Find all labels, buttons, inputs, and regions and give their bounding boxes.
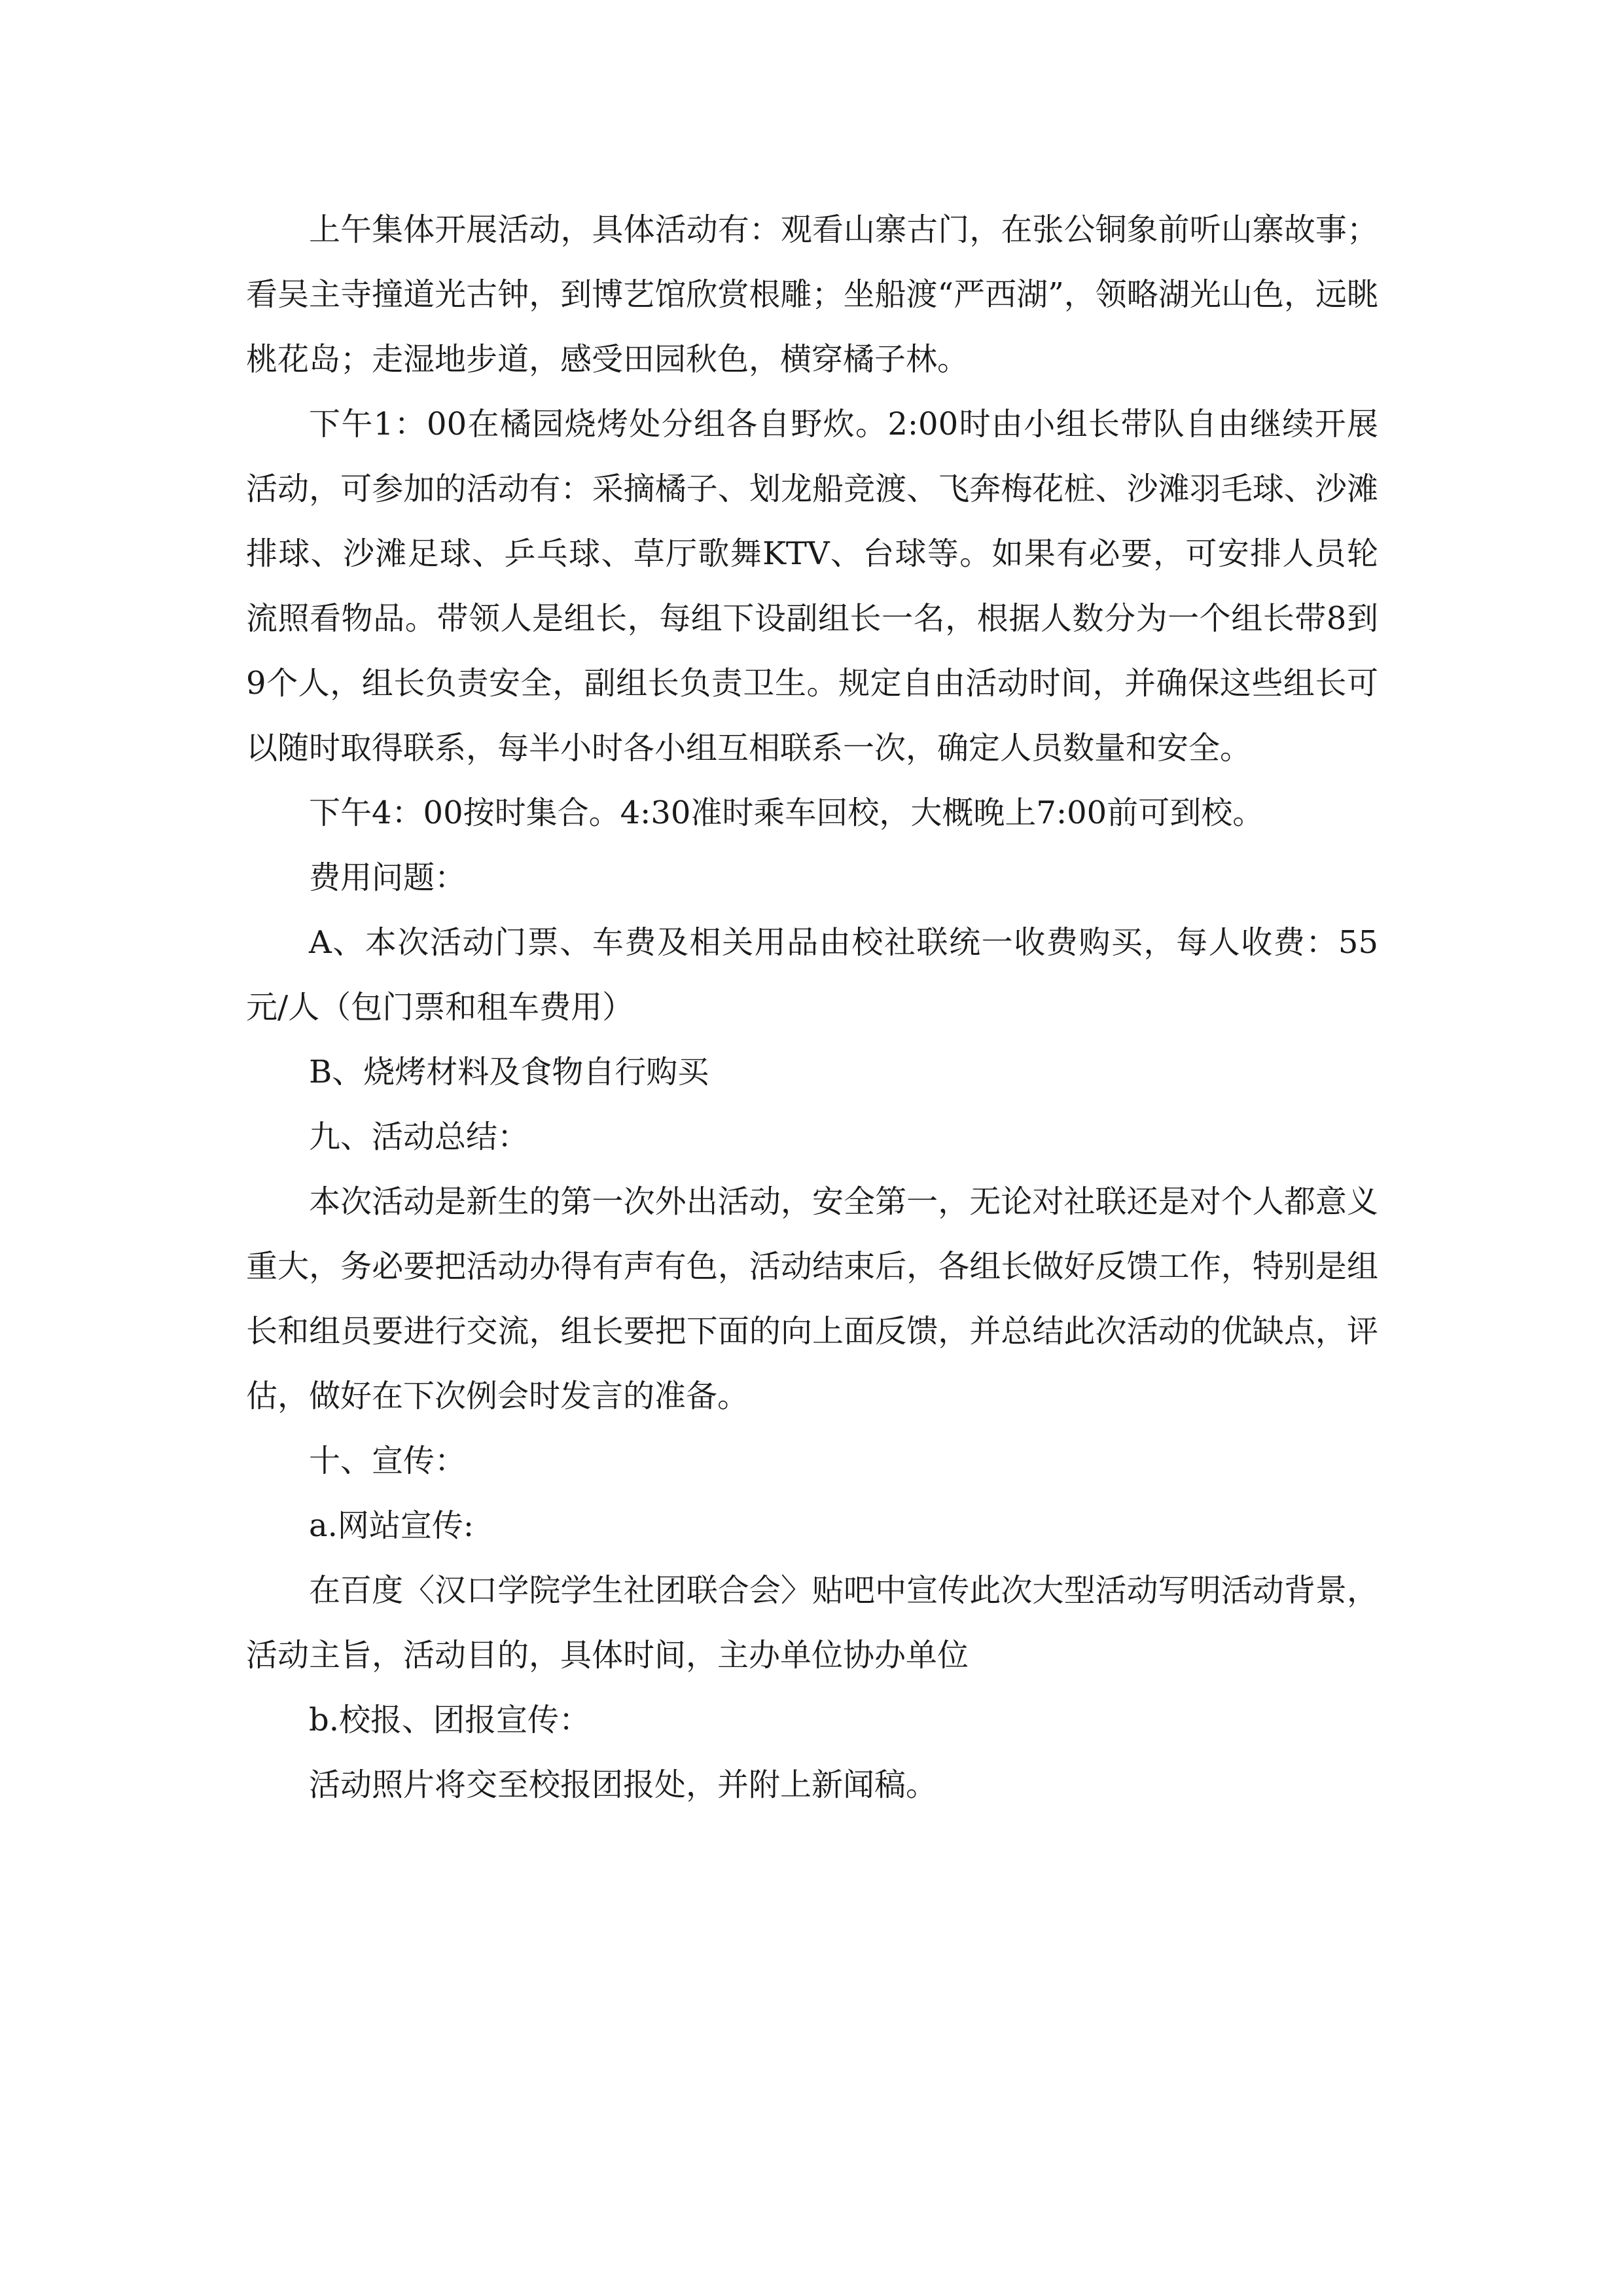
heading-cost: 费用问题： xyxy=(309,859,467,896)
heading-website-publicity: a.网站宣传: xyxy=(309,1507,474,1544)
paragraph-cost-b: B、烧烤材料及食物自行购买 xyxy=(309,1054,709,1090)
heading-newspaper-publicity: b.校报、团报宣传： xyxy=(309,1702,590,1738)
heading-publicity: 十、宣传： xyxy=(309,1443,467,1479)
document-body xyxy=(246,198,1378,1818)
paragraph-website-publicity: 在百度〈汉口学院学生社团联合会〉贴吧中宣传此次大型活动写明活动背景，活动主旨，活动目的，具体时间，主办单位协办单位 xyxy=(246,1572,1378,1674)
paragraph-return-schedule: 下午4：00按时集合。4:30准时乘车回校，大概晚上7:00前可到校。 xyxy=(309,795,1264,831)
paragraph-cost-a: A、本次活动门票、车费及相关用品由校社联统一收费购买，每人收费：55元/人（包门票和租车费用） xyxy=(246,924,1378,1026)
paragraph-newspaper-publicity: 活动照片将交至校报团报处，并附上新闻稿。 xyxy=(309,1767,938,1803)
paragraph-afternoon-activities: 下午1：00在橘园烧烤处分组各自野炊。2:00时由小组长带队自由继续开展活动，可参加的活动有：采摘橘子、划龙船竞渡、飞奔梅花桩、沙滩羽毛球、沙滩排球、沙滩足球、乒乓球、草厅歌舞KTV、台球等。如果有必要，可安排人员轮流照看物品。带领人是组长，每组下设副组长一名，根据人数分为一个组长带8到9个人，组长负责安全，副组长负责卫生。规定自由活动时间，并确保这些组长可以随时取得联系，每半小时各小组互相联系一次，确定人员数量和安全。 xyxy=(246,406,1378,766)
heading-summary: 九、活动总结： xyxy=(309,1119,529,1155)
paragraph-morning-activities: 上午集体开展活动，具体活动有：观看山寨古门，在张公铜象前听山寨故事；看吴主寺撞道光古钟，到博艺馆欣赏根雕；坐船渡“严西湖”，领略湖光山色，远眺桃花岛；走湿地步道，感受田园秋色，横穿橘子林。 xyxy=(246,211,1378,378)
paragraph-summary: 本次活动是新生的第一次外出活动，安全第一，无论对社联还是对个人都意义重大，务必要把活动办得有声有色，活动结束后，各组长做好反馈工作，特别是组长和组员要进行交流，组长要把下面的向上面反馈，并总结此次活动的优缺点，评估，做好在下次例会时发言的准备。 xyxy=(246,1183,1378,1414)
